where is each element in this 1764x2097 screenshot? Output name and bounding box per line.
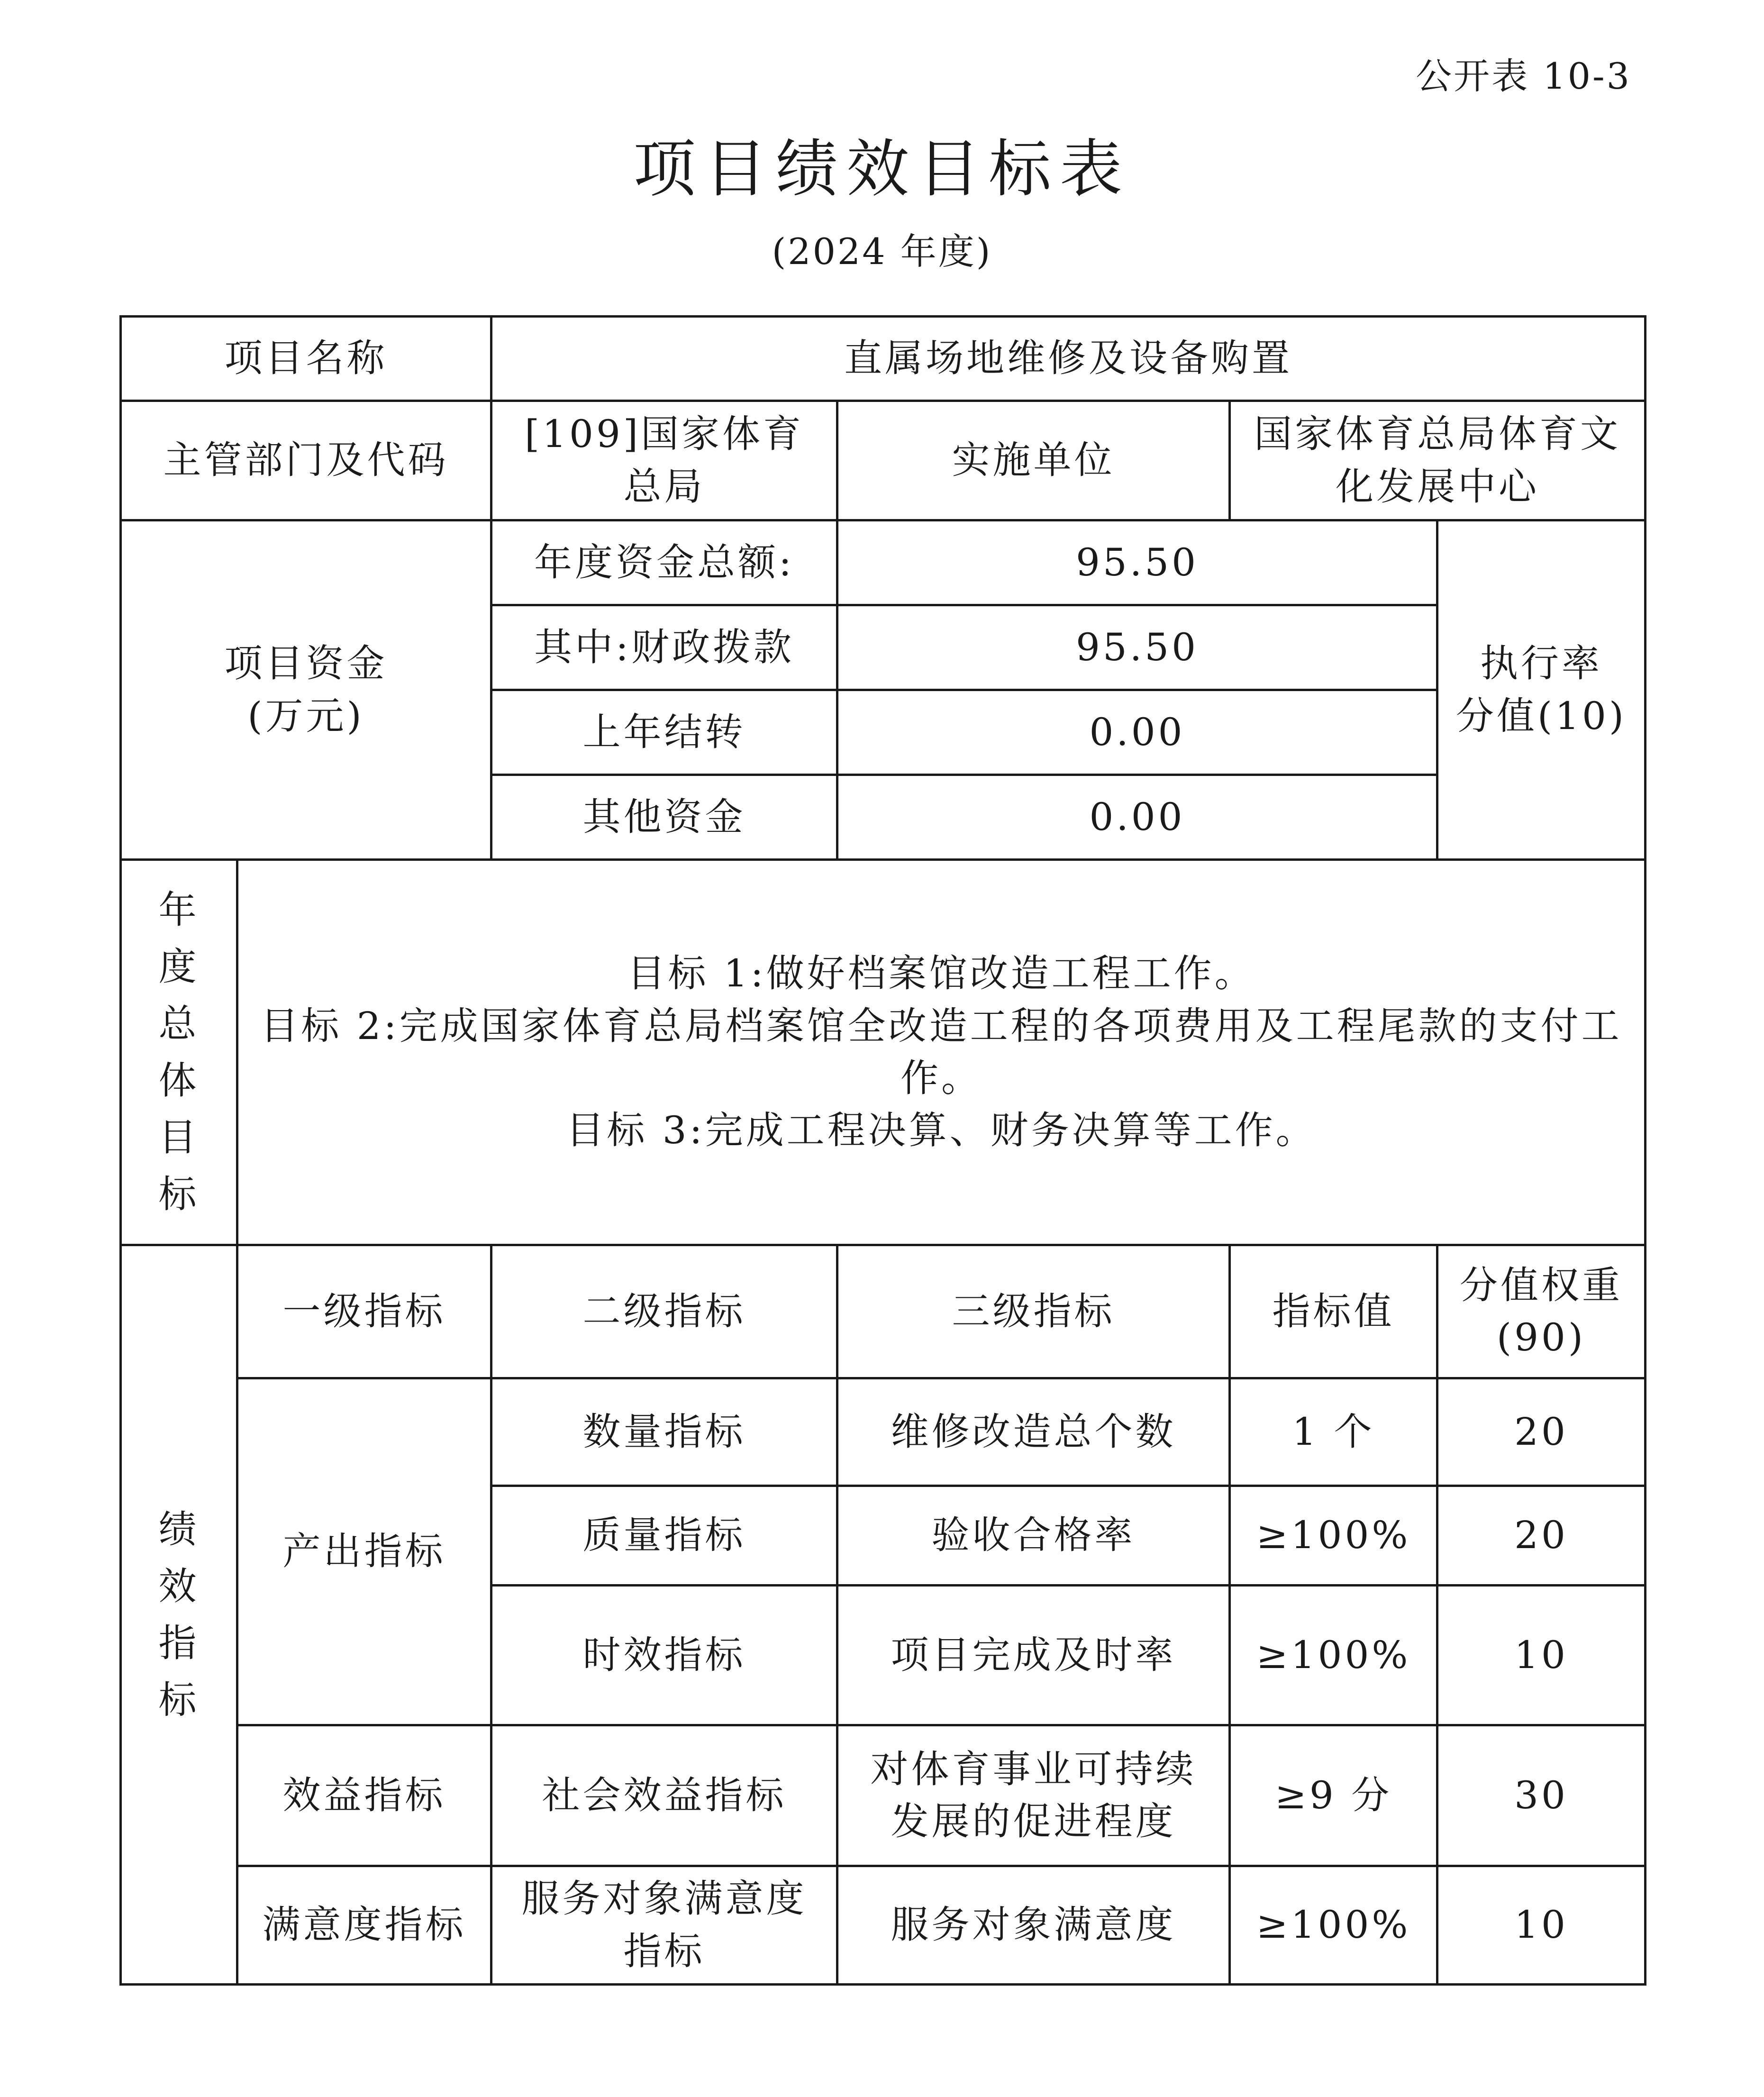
header-level3: 三级指标 — [837, 1245, 1230, 1378]
level2-cell: 服务对象满意度 指标 — [491, 1866, 837, 1985]
fund-appropriation-value: 95.50 — [837, 605, 1437, 690]
indicator-header-row — [121, 1245, 1646, 1378]
implementing-unit-label: 实施单位 — [837, 401, 1230, 520]
table-row — [121, 1866, 1646, 1985]
indicator-value-cell: ≥100% — [1230, 1586, 1437, 1725]
weight-cell: 30 — [1437, 1725, 1646, 1866]
project-name-row — [121, 317, 1646, 401]
goal-item: 目标 3:完成工程决算、财务决算等工作。 — [566, 1108, 1317, 1153]
goal-item: 目标 1:做好档案馆改造工程工作。 — [627, 951, 1255, 996]
header-level2: 二级指标 — [491, 1245, 837, 1378]
fund-carryover-label: 上年结转 — [491, 690, 837, 775]
implementing-unit-value: 国家体育总局体育文 化发展中心 — [1230, 401, 1646, 520]
level2-cell: 数量指标 — [491, 1378, 837, 1486]
fund-appropriation-label: 其中:财政拨款 — [491, 605, 837, 690]
header-value: 指标值 — [1230, 1245, 1437, 1378]
table-code: 公开表 10-3 — [1416, 55, 1631, 97]
department-label: 主管部门及代码 — [121, 401, 491, 520]
indicators-label: 绩 效 指 标 — [121, 1245, 237, 1985]
header-weight: 分值权重 (90) — [1437, 1245, 1646, 1378]
level3-cell: 维修改造总个数 — [837, 1378, 1230, 1486]
weight-cell: 20 — [1437, 1378, 1646, 1486]
level3-cell: 对体育事业可持续 发展的促进程度 — [837, 1725, 1230, 1866]
indicator-value-cell: ≥100% — [1230, 1866, 1437, 1985]
goal-item: 目标 2:完成国家体育总局档案馆全改造工程的各项费用及工程尾款的支付工作。 — [260, 1003, 1622, 1100]
execution-rate-label: 执行率 分值(10) — [1437, 520, 1646, 860]
department-value: [109]国家体育 总局 — [491, 401, 837, 520]
level2-cell: 质量指标 — [491, 1486, 837, 1586]
table-row — [121, 1378, 1646, 1486]
fund-total-label: 年度资金总额: — [491, 520, 837, 605]
project-name-label: 项目名称 — [121, 317, 491, 401]
funds-label: 项目资金 (万元) — [121, 520, 491, 860]
year-subtitle: (2024 年度) — [772, 230, 992, 273]
output-indicator-label: 产出指标 — [237, 1378, 491, 1725]
level2-cell: 社会效益指标 — [491, 1725, 837, 1866]
indicator-value-cell: 1 个 — [1230, 1378, 1437, 1486]
indicator-value-cell: ≥9 分 — [1230, 1725, 1437, 1866]
page-title: 项目绩效目标表 — [633, 133, 1131, 206]
table-row — [121, 1725, 1646, 1866]
goals-row — [121, 860, 1646, 1245]
goals-label: 年 度 总 体 目 标 — [121, 860, 237, 1245]
weight-cell: 10 — [1437, 1586, 1646, 1725]
weight-cell: 10 — [1437, 1866, 1646, 1985]
header-level1: 一级指标 — [237, 1245, 491, 1378]
funds-row — [121, 520, 1646, 605]
performance-target-table — [119, 315, 1646, 1986]
benefit-indicator-label: 效益指标 — [237, 1725, 491, 1866]
level3-cell: 服务对象满意度 — [837, 1866, 1230, 1985]
goals-content — [237, 860, 1646, 1245]
fund-other-value: 0.00 — [837, 775, 1437, 860]
level3-cell: 验收合格率 — [837, 1486, 1230, 1586]
fund-total-value: 95.50 — [837, 520, 1437, 605]
level3-cell: 项目完成及时率 — [837, 1586, 1230, 1725]
department-row — [121, 401, 1646, 520]
level2-cell: 时效指标 — [491, 1586, 837, 1725]
satisfaction-indicator-label: 满意度指标 — [237, 1866, 491, 1985]
fund-other-label: 其他资金 — [491, 775, 837, 860]
project-name-value: 直属场地维修及设备购置 — [491, 317, 1646, 401]
weight-cell: 20 — [1437, 1486, 1646, 1586]
fund-carryover-value: 0.00 — [837, 690, 1437, 775]
indicator-value-cell: ≥100% — [1230, 1486, 1437, 1586]
